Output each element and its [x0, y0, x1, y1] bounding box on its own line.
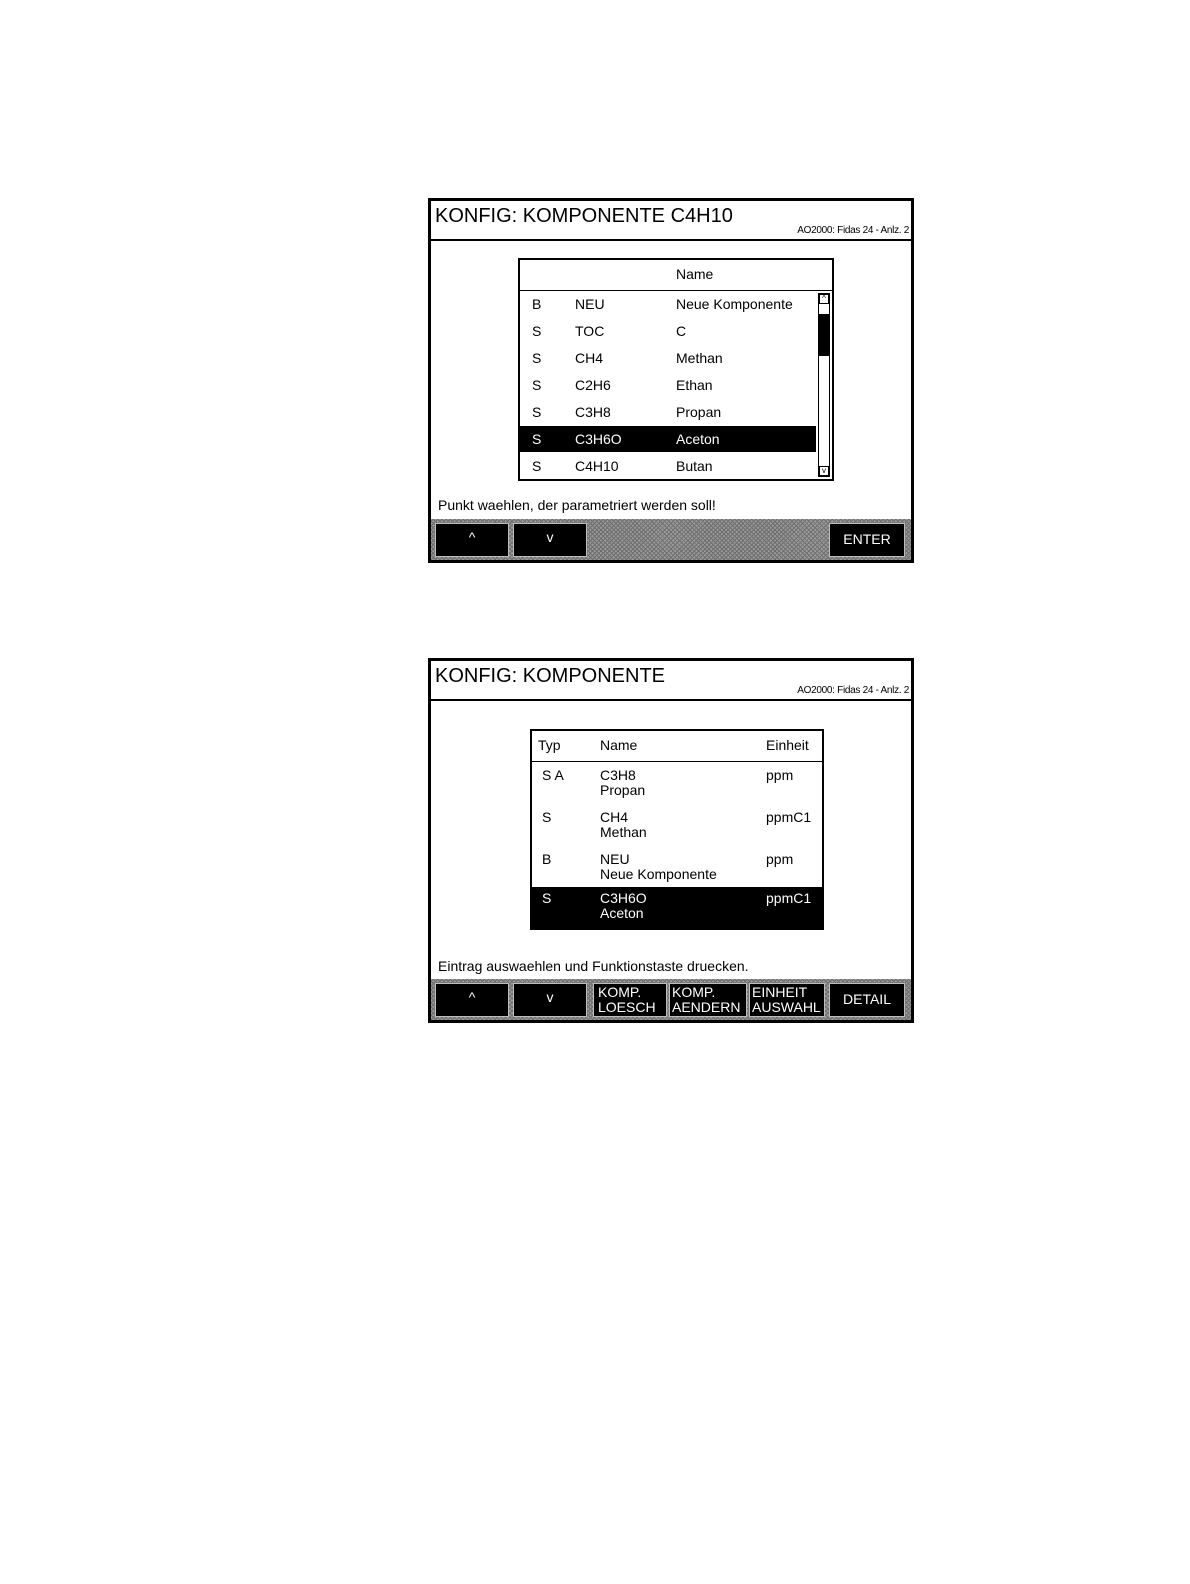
row-type: S	[542, 890, 552, 906]
list-header	[520, 260, 832, 291]
item-formula: C2H6	[575, 377, 611, 393]
item-name: C	[676, 323, 687, 339]
softkey-bar	[431, 979, 911, 1020]
table-row[interactable]	[532, 806, 822, 848]
item-type: S	[532, 404, 542, 420]
table-header	[532, 731, 822, 762]
row-unit: ppmC1	[766, 890, 812, 906]
scroll-up-icon[interactable]: ^	[819, 294, 829, 304]
detail-label: DETAIL	[843, 991, 891, 1007]
item-formula: C4H10	[575, 458, 619, 474]
komp-aendern-label-line1: KOMP.	[672, 984, 716, 1000]
down-arrow-icon: v	[546, 989, 554, 1005]
row-formula: C3H8	[600, 767, 636, 783]
item-name: Aceton	[676, 431, 720, 447]
item-formula: CH4	[575, 350, 604, 366]
table-row[interactable]	[532, 764, 822, 806]
list-scrollbar[interactable]	[818, 293, 830, 477]
scroll-down-icon[interactable]: v	[819, 466, 829, 476]
up-button[interactable]	[435, 523, 509, 557]
header-name: Name	[600, 737, 638, 753]
komp-aendern-label-line2: AENDERN	[672, 999, 741, 1015]
title-bar	[431, 661, 911, 701]
row-name: Methan	[600, 824, 647, 840]
softkey-bar	[431, 519, 911, 560]
row-name: Neue Komponente	[600, 866, 717, 882]
list-item[interactable]	[520, 291, 816, 317]
header-unit: Einheit	[766, 737, 809, 753]
header-type: Typ	[538, 737, 561, 753]
item-name: Propan	[676, 404, 722, 420]
row-name: Propan	[600, 782, 646, 798]
table-row-selected[interactable]	[532, 887, 822, 929]
component-listbox[interactable]	[518, 258, 834, 481]
item-name: Butan	[676, 458, 713, 474]
list-item[interactable]	[520, 372, 816, 398]
list-item[interactable]	[520, 453, 816, 479]
item-formula: C3H8	[575, 404, 611, 420]
row-unit: ppmC1	[766, 809, 812, 825]
einheit-auswahl-label-line2: AUSWAHL	[752, 999, 821, 1015]
row-formula: NEU	[600, 851, 630, 867]
row-unit: ppm	[766, 851, 794, 867]
up-arrow-icon: ^	[468, 529, 476, 545]
analyzer-info: AO2000: Fidas 24 - Anlz. 2	[797, 685, 909, 696]
component-table[interactable]	[530, 729, 824, 930]
title-bar	[431, 201, 911, 241]
item-type: B	[532, 296, 542, 312]
komp-aendern-button[interactable]	[669, 983, 747, 1017]
down-button[interactable]	[513, 983, 587, 1017]
komp-loesch-label-line1: KOMP.	[598, 984, 642, 1000]
scroll-thumb[interactable]	[819, 314, 829, 356]
status-hint: Punkt waehlen, der parametriert werden soll!	[438, 497, 716, 513]
item-type: S	[532, 377, 542, 393]
component-list-screen	[428, 198, 914, 563]
table-row[interactable]	[532, 848, 822, 890]
item-name: Ethan	[676, 377, 713, 393]
status-hint: Eintrag auswaehlen und Funktionstaste druecken.	[438, 958, 749, 974]
row-formula: C3H6O	[600, 890, 647, 906]
item-formula: NEU	[575, 296, 605, 312]
item-type: S	[532, 431, 542, 447]
enter-label: ENTER	[843, 531, 891, 547]
item-formula: C3H6O	[575, 431, 622, 447]
item-formula: TOC	[575, 323, 605, 339]
item-type: S	[532, 458, 542, 474]
header-name: Name	[676, 266, 714, 282]
down-arrow-icon: v	[546, 529, 554, 545]
screen-title: KONFIG: KOMPONENTE C4H10	[435, 205, 733, 227]
up-arrow-icon: ^	[468, 989, 476, 1005]
screen-title: KONFIG: KOMPONENTE	[435, 665, 666, 687]
row-unit: ppm	[766, 767, 794, 783]
item-type: S	[532, 350, 542, 366]
list-item[interactable]	[520, 345, 816, 371]
item-type: S	[532, 323, 542, 339]
item-name: Methan	[676, 350, 723, 366]
item-name: Neue Komponente	[676, 296, 793, 312]
komp-loesch-label-line2: LOESCH	[598, 999, 656, 1015]
enter-button[interactable]	[829, 523, 905, 557]
row-formula: CH4	[600, 809, 629, 825]
detail-button[interactable]	[829, 983, 905, 1017]
row-type: S A	[542, 767, 564, 783]
down-button[interactable]	[513, 523, 587, 557]
list-item[interactable]	[520, 318, 816, 344]
list-item[interactable]	[520, 399, 816, 425]
einheit-auswahl-button[interactable]	[749, 983, 825, 1017]
row-name: Aceton	[600, 905, 644, 921]
komp-loesch-button[interactable]	[593, 983, 667, 1017]
row-type: S	[542, 809, 552, 825]
list-item-selected[interactable]	[520, 426, 816, 452]
row-type: B	[542, 851, 552, 867]
einheit-auswahl-label-line1: EINHEIT	[752, 984, 808, 1000]
up-button[interactable]	[435, 983, 509, 1017]
component-config-screen	[428, 658, 914, 1023]
analyzer-info: AO2000: Fidas 24 - Anlz. 2	[797, 225, 909, 236]
